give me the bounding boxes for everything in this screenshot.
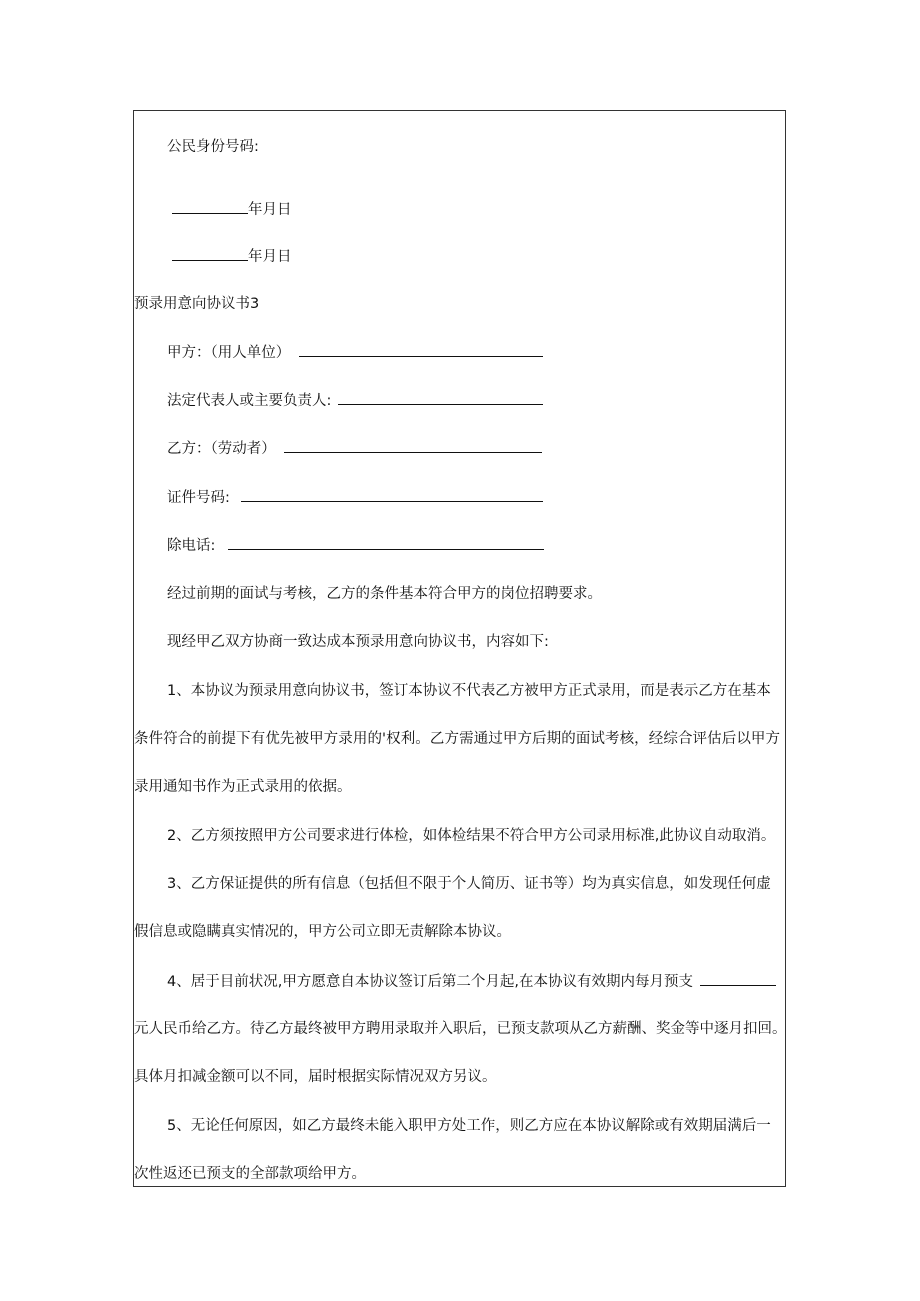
phone-blank[interactable] <box>228 535 544 550</box>
party-b-label: 乙方：（劳动者） <box>167 441 276 457</box>
legal-rep-blank[interactable] <box>338 390 543 405</box>
date-text-2: 年月日 <box>248 249 292 265</box>
clause-1-line-1: 1、本协议为预录用意向协议书，签订本协议不代表乙方被甲方正式录用，而是表示乙方在基本 <box>167 683 771 699</box>
clause-1-line-3: 录用通知书作为正式录用的依据。 <box>134 779 352 795</box>
clause-2: 2、乙方须按照甲方公司要求进行体检，如体检结果不符合甲方公司录用标准,此协议自动取消。 <box>167 828 776 844</box>
phone-label: 除电话: <box>167 538 216 554</box>
legal-rep-row <box>167 390 543 411</box>
clause-4-line-1 <box>167 971 776 992</box>
clause-5-line-2: 次性返还已预支的全部款项给甲方。 <box>134 1166 366 1182</box>
clause-4-line-2: 元人民币给乙方。待乙方最终被甲方聘用录取并入职后，已预支款项从乙方薪酬、奖金等中逐月扣回。 <box>134 1021 787 1037</box>
phone-row <box>167 535 544 556</box>
intro-paragraph-2: 现经甲乙双方协商一致达成本预录用意向协议书，内容如下: <box>167 634 549 650</box>
intro-paragraph-1: 经过前期的面试与考核，乙方的条件基本符合甲方的岗位招聘要求。 <box>167 586 602 602</box>
legal-rep-label: 法定代表人或主要负责人: <box>167 393 332 409</box>
party-a-blank[interactable] <box>299 342 543 357</box>
date-line-1 <box>172 199 292 220</box>
date-blank-1[interactable] <box>172 199 248 214</box>
clause-3-line-2: 假信息或隐瞒真实情况的，甲方公司立即无责解除本协议。 <box>134 924 511 940</box>
date-text-1: 年月日 <box>248 202 292 218</box>
party-b-blank[interactable] <box>284 438 542 453</box>
party-a-label: 甲方：（用人单位） <box>167 345 291 361</box>
cert-no-row <box>167 487 543 508</box>
date-blank-2[interactable] <box>172 246 248 261</box>
clause-4-line-3: 具体月扣减金额可以不同，届时根据实际情况双方另议。 <box>134 1069 497 1085</box>
clause-4-text: 4、居于目前状况,甲方愿意自本协议签订后第二个月起,在本协议有效期内每月预支 <box>167 974 693 990</box>
party-a-row <box>167 342 543 363</box>
clause-3-line-1: 3、乙方保证提供的所有信息（包括但不限于个人简历、证书等）均为真实信息，如发现任何虚 <box>167 876 771 892</box>
party-b-row <box>167 438 542 459</box>
advance-amount-blank[interactable] <box>700 971 776 986</box>
clause-5-line-1: 5、无论任何原因，如乙方最终未能入职甲方处工作，则乙方应在本协议解除或有效期届满后一 <box>167 1118 771 1134</box>
cert-no-label: 证件号码: <box>167 490 230 506</box>
cert-no-blank[interactable] <box>241 487 543 502</box>
doc-title: 预录用意向协议书3 <box>134 296 260 312</box>
clause-1-line-2: 条件符合的前提下有优先被甲方录用的'权利。乙方需通过甲方后期的面试考核，经综合评估后以甲方 <box>134 731 780 747</box>
date-line-2 <box>172 246 292 267</box>
id-number-label: 公民身份号码: <box>167 139 259 155</box>
